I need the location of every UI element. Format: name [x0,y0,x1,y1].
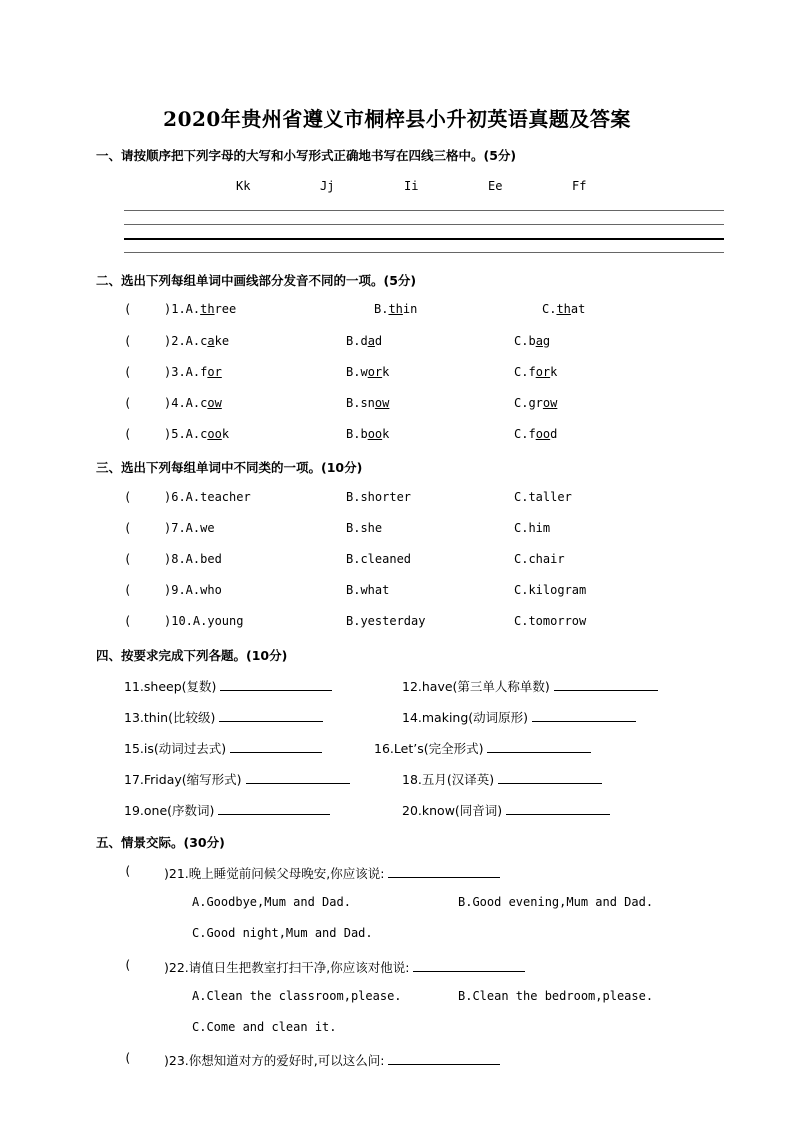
option-c: C.Good night,Mum and Dad. [192,926,373,940]
option-b: B.Clean the bedroom,please. [458,989,654,1003]
option-b: B.she [346,521,383,535]
option-a: )5.A.cook [164,427,230,441]
answer-paren[interactable]: ( [124,552,132,566]
option-b: B.snow [346,396,390,410]
answer-paren[interactable]: ( [124,864,132,878]
answer-blank[interactable] [554,678,658,691]
question-21: )21.晚上睡觉前问候父母晚安,你应该说: [164,864,500,882]
option-a: A.Goodbye,Mum and Dad. [192,895,351,909]
option-a: )8.A.bed [164,552,222,566]
fill-item: 19.one(序数词) [124,801,330,819]
option-a: )3.A.for [164,365,222,379]
option-c: C.grow [514,396,558,410]
answer-paren[interactable]: ( [124,302,132,316]
fill-item: 15.is(动词过去式) [124,739,322,757]
letter-pair: Jj [320,179,335,193]
answer-blank[interactable] [532,709,636,722]
fill-item: 12.have(第三单人称单数) [402,677,658,695]
option-b: B.yesterday [346,614,426,628]
page-title: 2020年贵州省遵义市桐梓县小升初英语真题及答案 [163,107,631,131]
answer-paren[interactable]: ( [124,614,132,628]
option-c: C.that [542,302,586,316]
option-a: )1.A.three [164,302,237,316]
answer-paren[interactable]: ( [124,490,132,504]
grid-line [124,210,724,211]
option-a: )6.A.teacher [164,490,251,504]
fill-item: 17.Friday(缩写形式) [124,770,350,788]
option-c: C.Come and clean it. [192,1020,337,1034]
fill-item: 20.know(同音词) [402,801,610,819]
answer-blank[interactable] [219,709,323,722]
answer-paren[interactable]: ( [124,396,132,410]
answer-blank[interactable] [388,865,500,878]
answer-blank[interactable] [218,802,330,815]
answer-blank[interactable] [388,1052,500,1065]
answer-paren[interactable]: ( [124,1051,132,1065]
option-c: C.tomorrow [514,614,587,628]
option-b: B.what [346,583,390,597]
section3-heading: 三、选出下列每组单词中不同类的一项。(10分) [96,460,363,475]
grid-line [124,252,724,253]
answer-paren[interactable]: ( [124,521,132,535]
option-b: B.dad [346,334,383,348]
fill-item: 16.Let’s(完全形式) [374,739,591,757]
answer-paren[interactable]: ( [124,958,132,972]
option-a: )2.A.cake [164,334,230,348]
answer-blank[interactable] [230,740,322,753]
option-a: A.Clean the classroom,please. [192,989,402,1003]
option-c: C.kilogram [514,583,587,597]
option-a: )7.A.we [164,521,215,535]
answer-blank[interactable] [220,678,332,691]
option-b: B.shorter [346,490,412,504]
fill-item: 18.五月(汉译英) [402,770,602,788]
option-a: )4.A.cow [164,396,222,410]
option-b: B.work [346,365,390,379]
option-c: C.food [514,427,558,441]
option-a: )9.A.who [164,583,222,597]
section5-heading: 五、情景交际。(30分) [96,835,225,850]
option-b: B.book [346,427,390,441]
answer-blank[interactable] [246,771,350,784]
letter-pair: Ff [572,179,587,193]
letter-pair: Ee [488,179,503,193]
letter-pair: Kk [236,179,251,193]
option-c: C.chair [514,552,565,566]
answer-paren[interactable]: ( [124,334,132,348]
fill-item: 13.thin(比较级) [124,708,323,726]
grid-line [124,238,724,240]
option-b: B.thin [374,302,418,316]
question-22: )22.请值日生把教室打扫干净,你应该对他说: [164,958,525,976]
grid-line [124,224,724,225]
option-c: C.him [514,521,551,535]
fill-item: 14.making(动词原形) [402,708,636,726]
option-c: C.fork [514,365,558,379]
letter-pair: Ii [404,179,419,193]
question-23: )23.你想知道对方的爱好时,可以这么问: [164,1051,500,1069]
answer-blank[interactable] [413,959,525,972]
answer-paren[interactable]: ( [124,583,132,597]
fill-item: 11.sheep(复数) [124,677,332,695]
option-a: )10.A.young [164,614,244,628]
answer-blank[interactable] [506,802,610,815]
option-b: B.Good evening,Mum and Dad. [458,895,654,909]
section1-heading: 一、请按顺序把下列字母的大写和小写形式正确地书写在四线三格中。(5分) [96,148,517,163]
answer-blank[interactable] [498,771,602,784]
answer-paren[interactable]: ( [124,427,132,441]
option-b: B.cleaned [346,552,412,566]
option-c: C.bag [514,334,551,348]
option-c: C.taller [514,490,572,504]
answer-paren[interactable]: ( [124,365,132,379]
section2-heading: 二、选出下列每组单词中画线部分发音不同的一项。(5分) [96,273,417,288]
section4-heading: 四、按要求完成下列各题。(10分) [96,648,288,663]
answer-blank[interactable] [487,740,591,753]
